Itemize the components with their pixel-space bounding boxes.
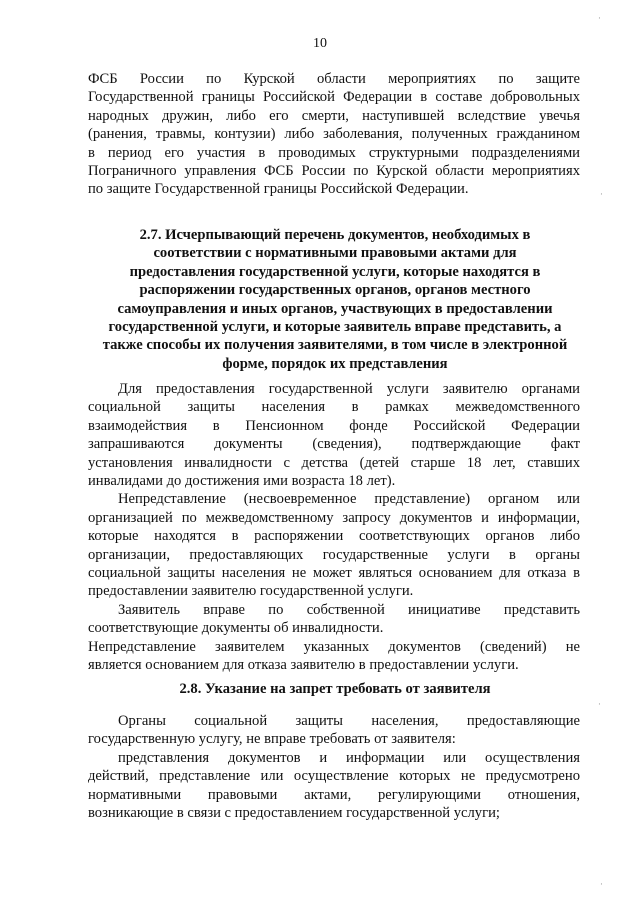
text-line: Заявитель вправе по собственной инициативе представить <box>118 601 580 618</box>
heading-line: самоуправления и иных органов, участвующих в предоставлении <box>117 300 553 317</box>
heading-line: также способы их получения заявителями, в том числе в электронной <box>102 337 568 354</box>
scan-mark: · <box>600 190 603 200</box>
page-number: 10 <box>313 36 327 51</box>
heading-line: 2.7. Исчерпывающий перечень документов, необходимых в <box>139 227 531 243</box>
section-2-8-body <box>88 712 580 822</box>
text-line: ФСБ России по Курской области мероприятиях по защите <box>88 71 580 87</box>
text-line: предоставлении заявителю государственной услуги. <box>88 583 414 600</box>
text-line: Для предоставления государственной услуги заявителю органами <box>118 381 580 397</box>
text-line: социальной защиты населения не может являться основанием для отказа в <box>88 565 580 582</box>
intro-paragraph <box>88 70 580 199</box>
text-line: возникающие в связи с предоставлением государственной услуги; <box>88 805 500 822</box>
scan-mark: · <box>598 700 601 710</box>
text-line: взаимодействия в Пенсионном фонде Российской Федерации <box>88 417 580 434</box>
text-line: которые находятся в распоряжении соответствующих органов либо <box>88 528 580 545</box>
text-line: Непредставление (несвоевременное представление) органом или <box>118 491 580 508</box>
section-2-7-body <box>88 380 580 675</box>
text-line: Непредставление заявителем указанных документов (сведений) не <box>88 638 580 655</box>
text-line: соответствующие документы об инвалидности. <box>88 620 384 637</box>
heading-line: соответствии с нормативными правовыми актами для <box>153 245 517 262</box>
text-line: по защите Государственной границы Российской Федерации. <box>88 181 469 198</box>
text-line: социальной защиты населения в рамках межведомственного <box>88 399 580 416</box>
text-line: народных дружин, либо его смерти, наступившей вследствие увечья <box>88 107 580 124</box>
text-line: в период его участия в проводимых структурными подразделениями <box>88 144 580 161</box>
heading-line: предоставления государственной услуги, которые находятся в <box>129 263 541 280</box>
scan-mark: · <box>600 880 603 890</box>
text-line: представления документов и информации или осуществления <box>118 749 580 766</box>
text-line: (ранения, травмы, контузии) либо заболевания, полученных гражданином <box>88 126 580 143</box>
text-line: организацией по межведомственному запросу документов и информации, <box>88 509 580 526</box>
section-2-8-heading: 2.8. Указание на запрет требовать от заявителя <box>179 681 491 697</box>
text-line: государственную услугу, не вправе требовать от заявителя: <box>88 731 456 748</box>
text-line: нормативными правовыми актами, регулирующими отношения, <box>88 786 580 803</box>
heading-line: государственной услуги, и которые заявитель вправе представить, а <box>108 319 562 336</box>
text-line: установления инвалидности с детства (детей старше 18 лет, ставших <box>88 454 580 471</box>
text-line: Пограничного управления ФСБ России по Курской области мероприятиях <box>88 163 580 180</box>
text-line: инвалидами до достижения ими возраста 18 лет). <box>88 473 396 490</box>
heading-line: распоряжении государственных органов, органов местного <box>139 282 531 299</box>
text-line: организации, предоставляющих государственные услуги в органы <box>88 546 580 563</box>
section-2-7-heading <box>100 226 570 373</box>
text-line: Государственной границы Российской Федерации в составе добровольных <box>88 89 580 106</box>
text-line: является основанием для отказа заявителю в предоставлении услуги. <box>88 657 519 674</box>
text-line: действий, представление или осуществление которых не предусмотрено <box>88 768 580 785</box>
text-line: запрашиваются документы (сведения), подтверждающие факт <box>88 436 580 453</box>
heading-line: форме, порядок их представления <box>222 355 448 372</box>
scan-mark: · <box>598 14 601 24</box>
text-line: Органы социальной защиты населения, предоставляющие <box>118 713 580 729</box>
